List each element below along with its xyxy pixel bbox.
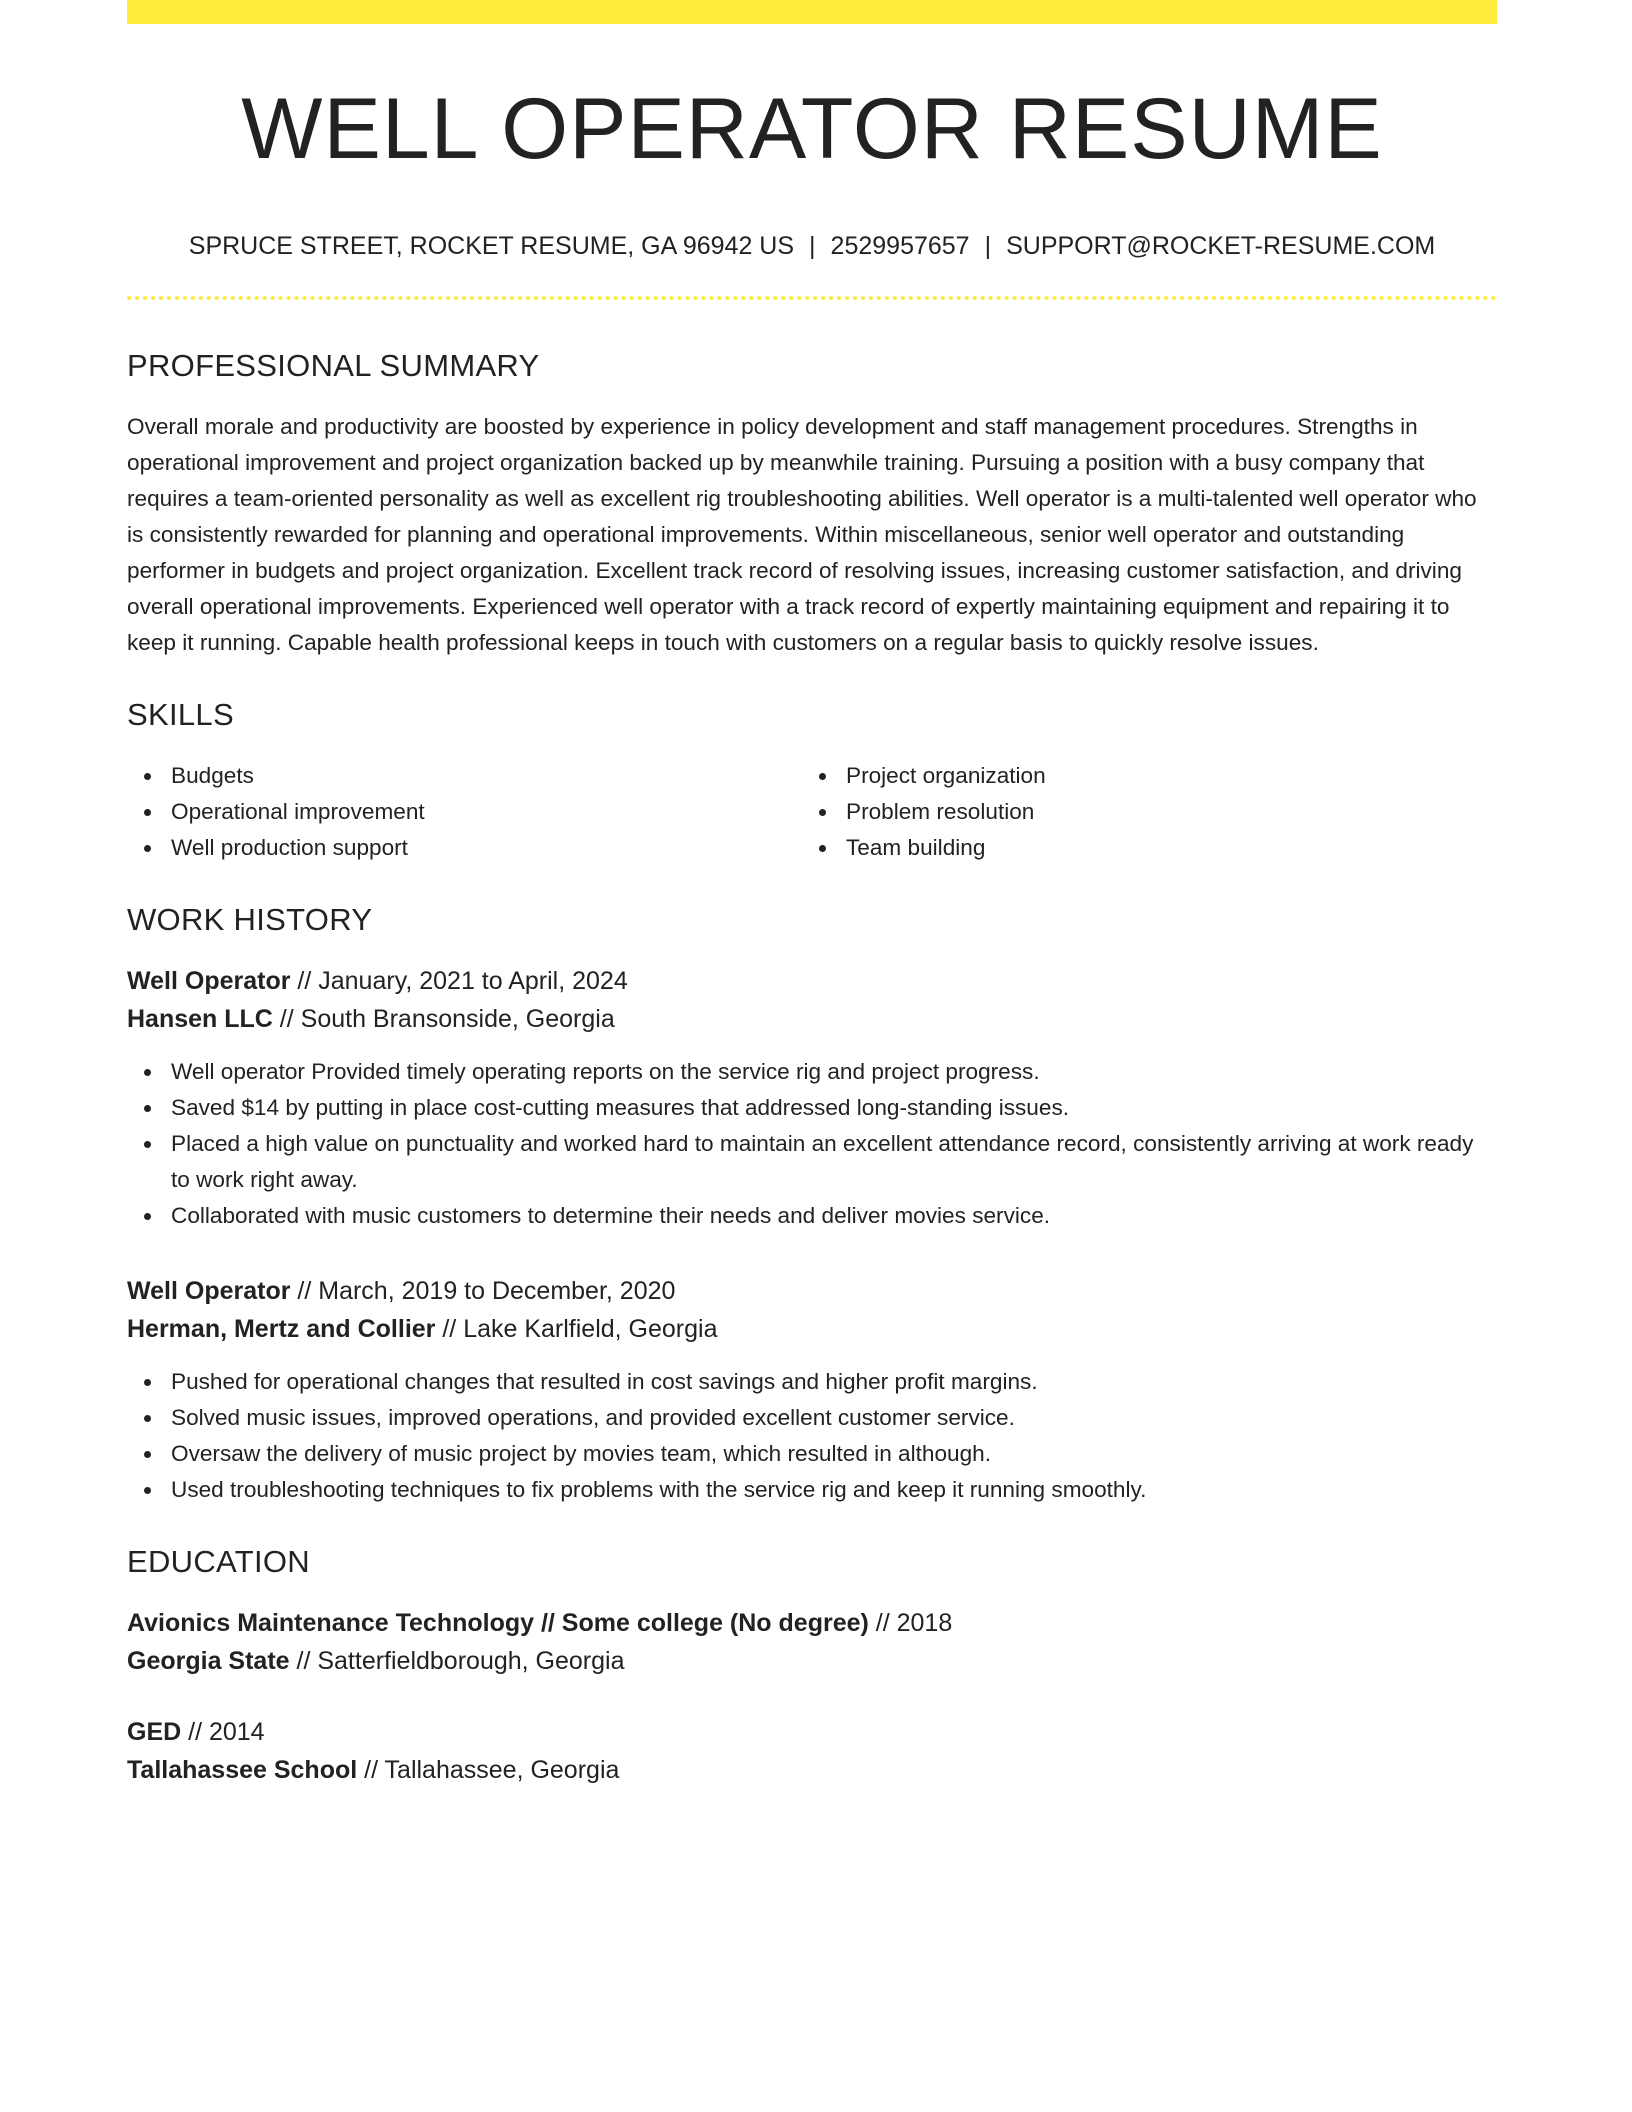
- contact-phone: 2529957657: [830, 232, 970, 260]
- dotted-divider: [127, 296, 1497, 300]
- job-entry: [127, 1272, 1497, 1508]
- contact-separator: |: [809, 232, 816, 260]
- skills-column-left: [127, 758, 802, 866]
- job-location: // South Bransonside, Georgia: [272, 1005, 615, 1033]
- job-bullet: Collaborated with music customers to determine their needs and deliver movies service.: [127, 1198, 1497, 1234]
- job-bullet: Oversaw the delivery of music project by movies team, which resulted in although.: [127, 1436, 1497, 1472]
- job-company-line: [127, 1310, 1497, 1348]
- education-degree-line: [127, 1604, 1497, 1642]
- education-entry: [127, 1713, 1497, 1789]
- skill-item: Problem resolution: [802, 794, 1477, 830]
- skill-item: Project organization: [802, 758, 1477, 794]
- skill-item: Well production support: [127, 830, 802, 866]
- job-location: // Lake Karlfield, Georgia: [435, 1315, 718, 1343]
- job-company-line: [127, 1000, 1497, 1038]
- skills-heading: SKILLS: [127, 697, 234, 732]
- job-bullet: Used troubleshooting techniques to fix problems with the service rig and keep it running smoothly.: [127, 1472, 1497, 1508]
- job-bullet: Solved music issues, improved operations, and provided excellent customer service.: [127, 1400, 1497, 1436]
- skill-item: Budgets: [127, 758, 802, 794]
- skill-item: Operational improvement: [127, 794, 802, 830]
- job-bullet: Placed a high value on punctuality and worked hard to maintain an excellent attendance record, consistently arriving at work ready to work right away.: [127, 1126, 1497, 1198]
- job-bullets: [127, 1054, 1497, 1234]
- contact-line: [127, 234, 1497, 259]
- job-entry: [127, 962, 1497, 1234]
- job-bullet: Pushed for operational changes that resulted in cost savings and higher profit margins.: [127, 1364, 1497, 1400]
- job-dates: // January, 2021 to April, 2024: [290, 967, 628, 995]
- skills-list: [127, 758, 1497, 866]
- education-school-line: [127, 1751, 1497, 1789]
- skills-column-right: [802, 758, 1477, 866]
- education-school-line: [127, 1642, 1497, 1680]
- education-degree: GED: [127, 1718, 182, 1746]
- resume-page: [127, 0, 1497, 1789]
- education-degree: Avionics Maintenance Technology // Some college (No degree): [127, 1609, 869, 1637]
- job-bullet: Saved $14 by putting in place cost-cutting measures that addressed long-standing issues.: [127, 1090, 1497, 1126]
- job-title-line: [127, 1272, 1497, 1310]
- skill-item: Team building: [802, 830, 1477, 866]
- accent-top-bar: [127, 0, 1497, 24]
- summary-heading: PROFESSIONAL SUMMARY: [127, 348, 540, 383]
- education-year: // 2018: [868, 1609, 953, 1637]
- job-title: Well Operator: [127, 1277, 291, 1305]
- contact-email: SUPPORT@ROCKET-RESUME.COM: [1006, 232, 1436, 260]
- job-company: Herman, Mertz and Collier: [127, 1315, 436, 1343]
- education-entry: [127, 1604, 1497, 1680]
- education-location: // Tallahassee, Georgia: [357, 1756, 620, 1784]
- job-title-line: [127, 962, 1497, 1000]
- job-company: Hansen LLC: [127, 1005, 273, 1033]
- education-school: Tallahassee School: [127, 1756, 358, 1784]
- education-school: Georgia State: [127, 1647, 290, 1675]
- summary-text: Overall morale and productivity are boosted by experience in policy development and staff management procedures. Strengths in operational improvement and project organization backed up by meanwhile training. Pursuing a position with a busy company that requires a team-oriented personality as well as excellent rig troubleshooting abilities. Well operator is a multi-talented well operator who is consistently rewarded for planning and operational improvements. Within miscellaneous, senior well operator and outstanding performer in budgets and project organization. Excellent track record of resolving issues, increasing customer satisfaction, and driving overall operational improvements. Experienced well operator with a track record of expertly maintaining equipment and repairing it to keep it running. Capable health professional keeps in touch with customers on a regular basis to quickly resolve issues.: [127, 414, 1477, 655]
- contact-separator: |: [984, 232, 992, 260]
- job-bullet: Well operator Provided timely operating reports on the service rig and project progress.: [127, 1054, 1497, 1090]
- education-heading: EDUCATION: [127, 1544, 310, 1579]
- education-year: // 2014: [181, 1718, 265, 1746]
- work-history-heading: WORK HISTORY: [127, 902, 373, 937]
- resume-title: WELL OPERATOR RESUME: [241, 81, 1383, 177]
- education-degree-line: [127, 1713, 1497, 1751]
- contact-address: SPRUCE STREET, ROCKET RESUME, GA 96942 US: [188, 232, 795, 260]
- job-bullets: [127, 1364, 1497, 1508]
- job-dates: // March, 2019 to December, 2020: [290, 1277, 676, 1305]
- education-location: // Satterfieldborough, Georgia: [289, 1647, 625, 1675]
- job-title: Well Operator: [127, 967, 291, 995]
